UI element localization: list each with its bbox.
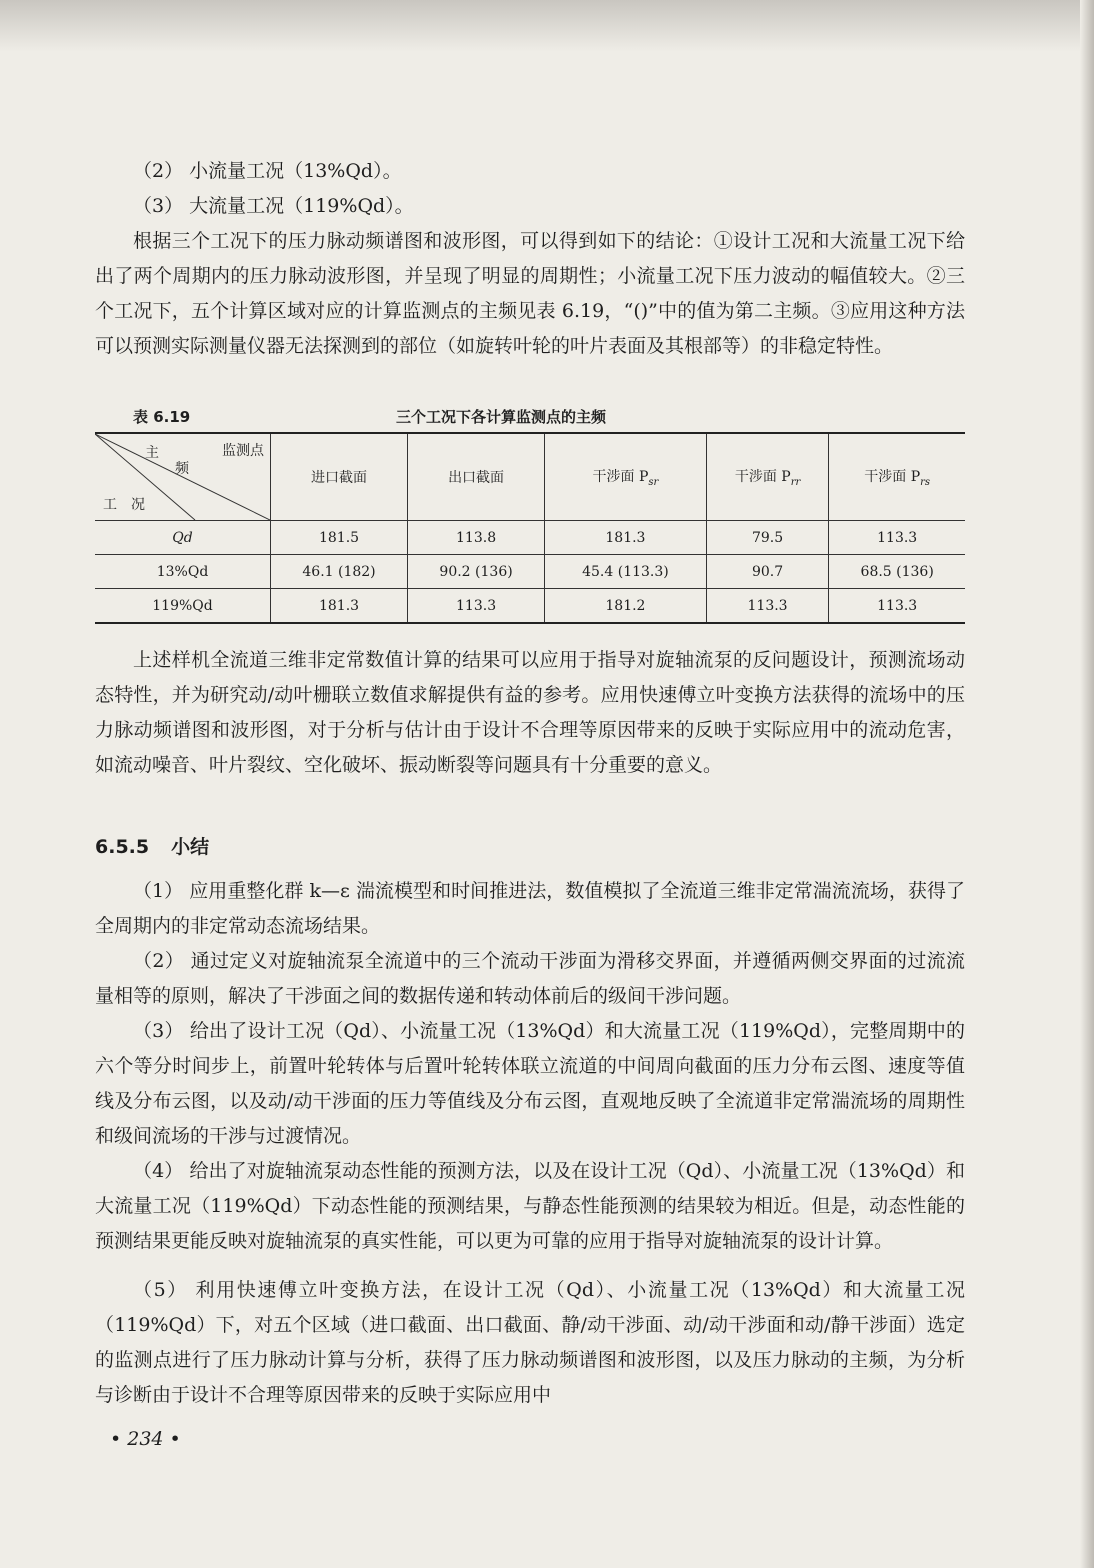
summary-item: （2） 通过定义对旋轴流泵全流道中的三个流动干涉面为滑移交界面，并遵循两侧交界面的过流流量相等的原则，解决了干涉面之间的数据传递和转动体前后的级间干涉问题。 [95,950,965,1007]
table-cell: 79.5 [706,521,829,555]
table-cell: 46.1 (182) [271,555,408,589]
table-row [95,521,965,555]
page-number: • 234 • [110,1428,181,1450]
corner-label-main: 主 [145,445,159,461]
table-cell: 113.3 [408,589,545,624]
table-cell: 113.8 [408,521,545,555]
table-cell: 113.3 [706,589,829,624]
column-header: 进口截面 [271,433,408,521]
summary-item: （3） 给出了设计工况（Qd）、小流量工况（13%Qd）和大流量工况（119%Qd），完整周期中的六个等分时间步上，前置叶轮转体与后置叶轮转体联立流道的中间周向截面的压力分布云图、速度等值线及分布云图，以及动/动干涉面的压力等值线及分布云图，直观地反映了全流道非定常湍流场的周期性和级间流场的干涉与过渡情况。 [95,1020,965,1147]
table-cell: 90.2 (136) [408,555,545,589]
scan-edge-shadow-right [1080,0,1094,1568]
summary-item: （4） 给出了对旋轴流泵动态性能的预测方法，以及在设计工况（Qd）、小流量工况（13%Qd）和大流量工况（119%Qd）下动态性能的预测结果，与静态性能预测的结果较为相近。但是，动态性能的预测结果更能反映对旋轴流泵的真实性能，可以更为可靠的应用于指导对旋轴流泵的设计计算。 [95,1160,965,1252]
list-item: （3） 大流量工况（119%Qd）。 [133,195,414,217]
body-paragraph: 上述样机全流道三维非定常数值计算的结果可以应用于指导对旋轴流泵的反问题设计，预测流场动态特性，并为研究动/动叶栅联立数值求解提供有益的参考。应用快速傅立叶变换方法获得的流场中的压力脉动频谱图和波形图，对于分析与估计由于设计不合理等原因带来的反映于实际应用中的流动危害，如流动噪音、叶片裂纹、空化破坏、振动断裂等问题具有十分重要的意义。 [95,649,965,776]
table-corner-header [95,433,271,521]
frequency-table [95,432,965,624]
row-label: Qd [95,521,271,555]
table-number: 表 6.19 [133,408,191,426]
table-cell: 113.3 [829,589,965,624]
corner-label-condition: 工 况 [103,497,145,513]
section-title: 小结 [171,836,210,858]
column-header: 干涉面 $P_{sr}$ [545,433,707,521]
table-title: 三个工况下各计算监测点的主频 [396,408,607,426]
summary-item: （5） 利用快速傅立叶变换方法，在设计工况（Qd）、小流量工况（13%Qd）和大流量工况（119%Qd）下，对五个区域（进口截面、出口截面、静/动干涉面、动/动干涉面和动/静干涉面）选定的监测点进行了压力脉动计算与分析，获得了压力脉动频谱图和波形图，以及压力脉动的主频，为分析与诊断由于设计不合理等原因带来的反映于实际应用中 [95,1279,965,1406]
table-row [95,555,965,589]
corner-label-freq: 频 [175,461,189,477]
section-heading [95,832,209,859]
column-header: 出口截面 [408,433,545,521]
section-number: 6.5.5 [95,836,150,858]
table-cell: 181.3 [545,521,707,555]
table-row [95,589,965,624]
row-label: 13%Qd [95,555,271,589]
scan-edge-shadow [0,0,1094,52]
row-label: 119%Qd [95,589,271,624]
table-cell: 68.5 (136) [829,555,965,589]
table-cell: 90.7 [706,555,829,589]
table-cell: 181.2 [545,589,707,624]
table-cell: 113.3 [829,521,965,555]
summary-item: （1） 应用重整化群 k—ε 湍流模型和时间推进法，数值模拟了全流道三维非定常湍流流场，获得了全周期内的非定常动态流场结果。 [95,880,965,937]
corner-label-monitor: 监测点 [222,443,264,459]
column-header: 干涉面 $P_{rs}$ [829,433,965,521]
table-cell: 45.4 (113.3) [545,555,707,589]
column-header: 干涉面 $P_{rr}$ [706,433,829,521]
table-cell: 181.3 [271,589,408,624]
body-paragraph: 根据三个工况下的压力脉动频谱图和波形图，可以得到如下的结论：①设计工况和大流量工况下给出了两个周期内的压力脉动波形图，并呈现了明显的周期性；小流量工况下压力波动的幅值较大。②三个工况下，五个计算区域对应的计算监测点的主频见表 6.19，“()”中的值为第二主频。③应用这种方法可以预测实际测量仪器无法探测到的部位（如旋转叶轮的叶片表面及其根部等）的非稳定特性。 [95,230,965,357]
table-cell: 181.5 [271,521,408,555]
list-item: （2） 小流量工况（13%Qd）。 [133,160,402,182]
